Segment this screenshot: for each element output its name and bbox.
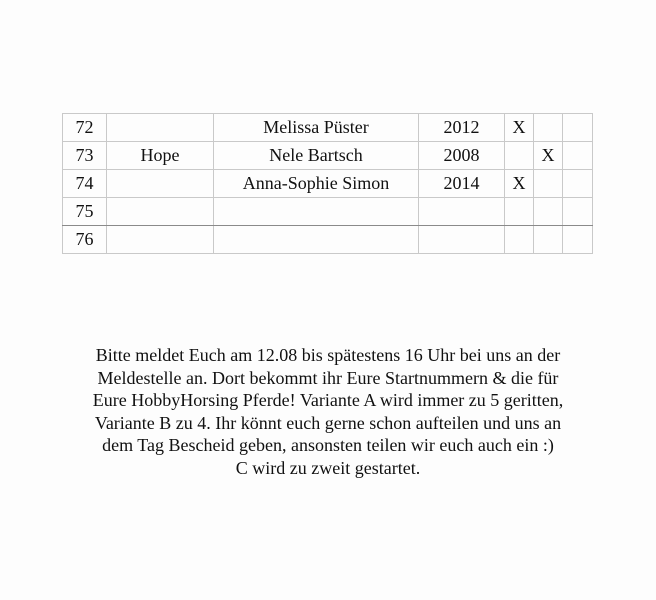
rider-name-cell: Melissa Püster xyxy=(214,114,419,142)
table-row xyxy=(63,226,593,254)
table-row xyxy=(63,198,593,226)
table-row xyxy=(63,114,593,142)
rider-name-cell: Nele Bartsch xyxy=(214,142,419,170)
notice-line: Variante B zu 4. Ihr könnt euch gerne schon aufteilen und uns an xyxy=(94,412,562,433)
start-number-cell: 75 xyxy=(63,198,107,226)
birth-year-cell: 2008 xyxy=(419,142,505,170)
rider-name-cell: Anna-Sophie Simon xyxy=(214,170,419,198)
variant-a-cell xyxy=(505,226,534,254)
notice-line: C wird zu zweit gestartet. xyxy=(235,457,421,478)
birth-year-cell: 2012 xyxy=(419,114,505,142)
start-number-cell: 76 xyxy=(63,226,107,254)
start-number-cell: 73 xyxy=(63,142,107,170)
variant-a-cell: X xyxy=(505,170,534,198)
notice-line: Bitte meldet Euch am 12.08 bis spätestens 16 Uhr bei uns an der xyxy=(95,345,561,365)
variant-b-cell xyxy=(534,170,563,198)
variant-c-cell xyxy=(563,114,593,142)
birth-year-cell xyxy=(419,226,505,254)
table-row xyxy=(63,142,593,170)
variant-a-cell: X xyxy=(505,114,534,142)
variant-b-cell: X xyxy=(534,142,563,170)
variant-b-cell xyxy=(534,226,563,254)
notice-line: Eure HobbyHorsing Pferde! Variante A wird immer zu 5 geritten, xyxy=(92,390,564,410)
rider-name-cell xyxy=(214,198,419,226)
rider-name-cell xyxy=(214,226,419,254)
variant-b-cell xyxy=(534,198,563,226)
birth-year-cell: 2014 xyxy=(419,170,505,198)
notice-line: Meldestelle an. Dort bekommt ihr Eure Startnummern & die für xyxy=(97,367,559,388)
variant-a-cell xyxy=(505,198,534,226)
registration-notice xyxy=(40,344,616,479)
start-number-cell: 74 xyxy=(63,170,107,198)
horse-name-cell xyxy=(107,114,214,142)
notice-line: dem Tag Bescheid geben, ansonsten teilen wir euch auch ein :) xyxy=(102,435,554,455)
birth-year-cell xyxy=(419,198,505,226)
horse-name-cell xyxy=(107,198,214,226)
horse-name-cell: Hope xyxy=(107,142,214,170)
table-row xyxy=(63,170,593,198)
variant-c-cell xyxy=(563,170,593,198)
variant-b-cell xyxy=(534,114,563,142)
variant-c-cell xyxy=(563,226,593,254)
horse-name-cell xyxy=(107,226,214,254)
entries-table xyxy=(62,113,593,254)
start-number-cell: 72 xyxy=(63,114,107,142)
variant-c-cell xyxy=(563,142,593,170)
horse-name-cell xyxy=(107,170,214,198)
variant-a-cell xyxy=(505,142,534,170)
variant-c-cell xyxy=(563,198,593,226)
